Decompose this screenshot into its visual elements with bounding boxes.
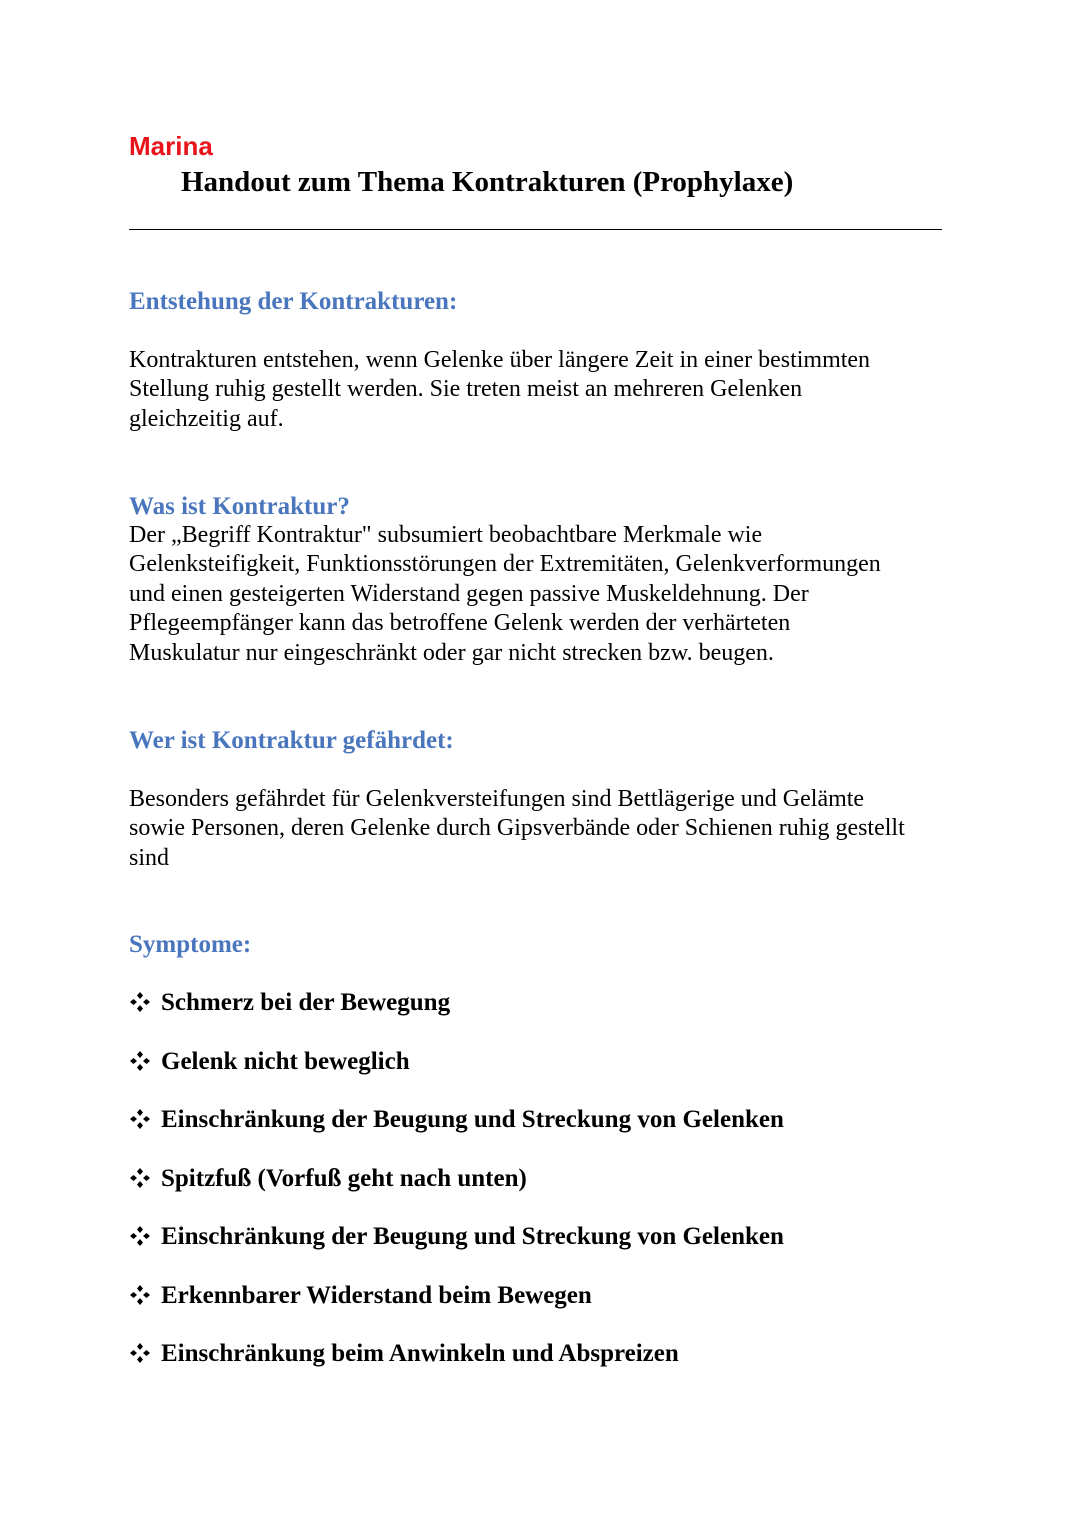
symptom-list-item <box>129 1164 527 1194</box>
paragraph-line: sind <box>129 844 170 871</box>
four-diamond-bullet-icon <box>129 991 151 1013</box>
symptom-list-item <box>129 1339 679 1369</box>
four-diamond-bullet-icon <box>129 1284 151 1306</box>
heading-symptome: Symptome: <box>129 931 252 958</box>
symptom-text: Einschränkung der Beugung und Streckung von Gelenken <box>161 1106 784 1133</box>
paragraph-line: Gelenksteifigkeit, Funktionsstörungen der Extremitäten, Gelenkverformungen <box>129 551 881 578</box>
author-name: Marina <box>129 131 213 161</box>
paragraph-was-ist-kontraktur <box>129 521 959 668</box>
four-diamond-bullet-icon <box>129 1050 151 1072</box>
paragraph-entstehung <box>129 346 959 434</box>
four-diamond-bullet-icon <box>129 1225 151 1247</box>
paragraph-line: Besonders gefährdet für Gelenkversteifungen sind Bettlägerige und Gelämte <box>129 786 865 812</box>
heading-entstehung: Entstehung der Kontrakturen: <box>129 288 458 315</box>
paragraph-line: Kontrakturen entstehen, wenn Gelenke über längere Zeit in einer bestimmten <box>129 347 871 373</box>
four-diamond-bullet-icon <box>129 1342 151 1364</box>
symptom-text: Gelenk nicht beweglich <box>161 1048 410 1075</box>
symptom-text: Schmerz bei der Bewegung <box>161 989 451 1016</box>
symptom-list-item <box>129 1281 592 1311</box>
symptom-list-item <box>129 1105 784 1135</box>
heading-wer-ist-gefaehrdet: Wer ist Kontraktur gefährdet: <box>129 727 454 754</box>
symptom-text: Spitzfuß (Vorfuß geht nach unten) <box>161 1165 527 1192</box>
paragraph-line: Pflegeempfänger kann das betroffene Gelenk werden der verhärteten <box>129 610 791 637</box>
symptom-list-item <box>129 1222 784 1252</box>
symptom-text: Erkennbarer Widerstand beim Bewegen <box>161 1282 592 1309</box>
paragraph-line: gleichzeitig auf. <box>129 405 284 432</box>
paragraph-wer-ist-gefaehrdet <box>129 785 959 873</box>
heading-was-ist-kontraktur: Was ist Kontraktur? <box>129 493 350 520</box>
paragraph-line: Der „Begriff Kontraktur" subsumiert beobachtbare Merkmale wie <box>129 522 763 548</box>
title-underline <box>129 229 942 230</box>
four-diamond-bullet-icon <box>129 1108 151 1130</box>
symptom-list-item <box>129 988 450 1018</box>
four-diamond-bullet-icon <box>129 1167 151 1189</box>
paragraph-line: Stellung ruhig gestellt werden. Sie treten meist an mehreren Gelenken <box>129 376 803 403</box>
symptom-list-item <box>129 1047 410 1077</box>
symptom-text: Einschränkung beim Anwinkeln und Abspreizen <box>161 1340 679 1367</box>
paragraph-line: sowie Personen, deren Gelenke durch Gipsverbände oder Schienen ruhig gestellt <box>129 815 905 842</box>
symptom-text: Einschränkung der Beugung und Streckung von Gelenken <box>161 1223 784 1250</box>
paragraph-line: Muskulatur nur eingeschränkt oder gar nicht strecken bzw. beugen. <box>129 639 774 666</box>
paragraph-line: und einen gesteigerten Widerstand gegen passive Muskeldehnung. Der <box>129 580 809 607</box>
document-title: Handout zum Thema Kontrakturen (Prophylaxe) <box>181 166 794 198</box>
